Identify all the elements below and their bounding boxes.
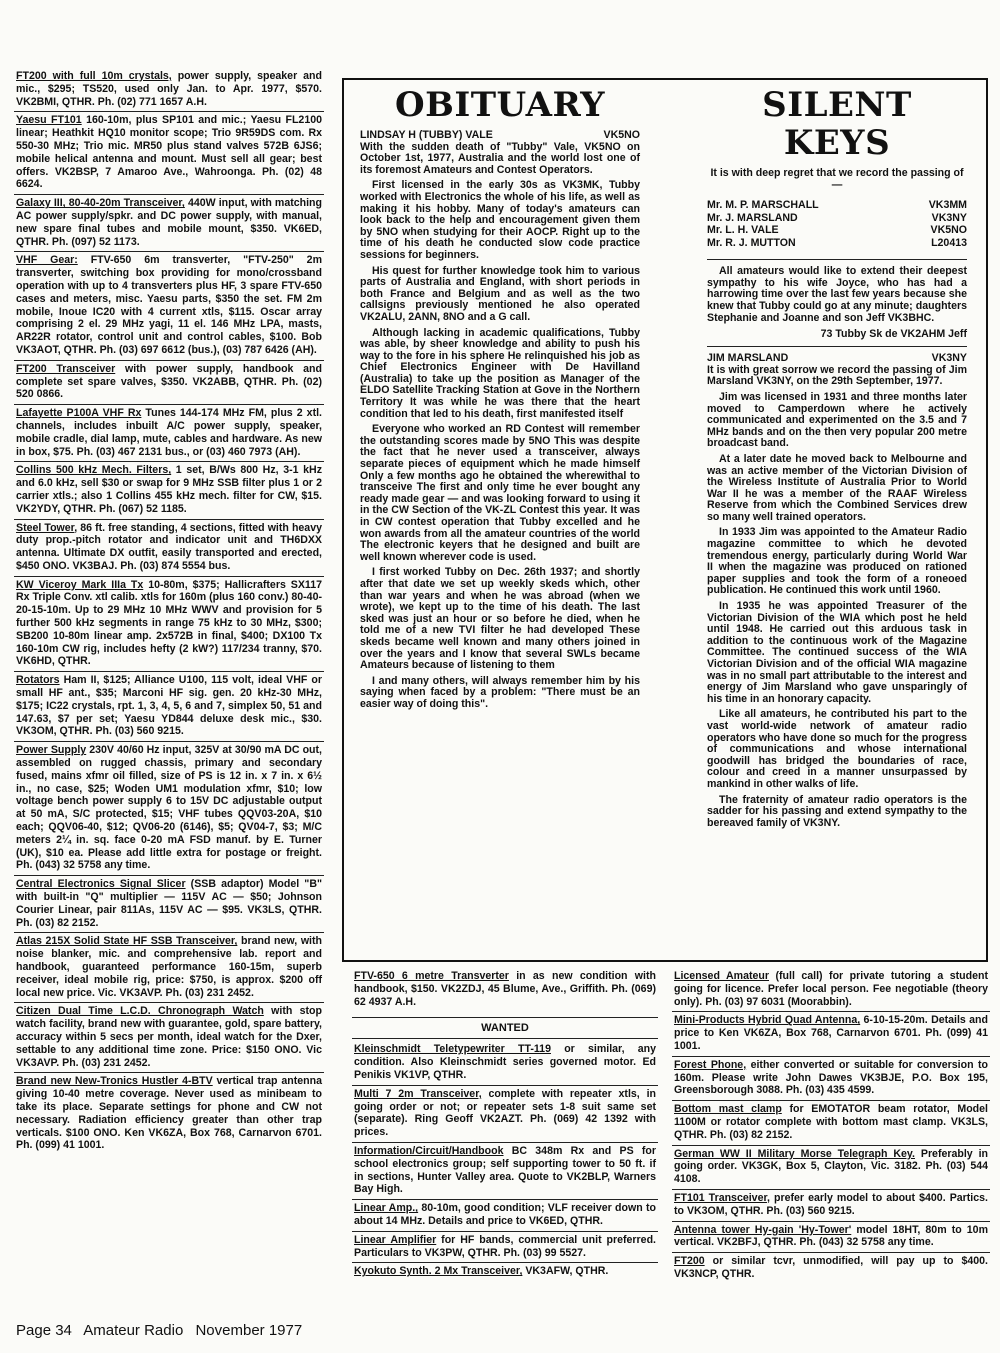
ad-text: with power supply, handbook and complete set spare valves, $350. VK2ABB, QTHR. Ph. (02) 520 0866. [16,362,322,401]
entry-name: Mr. R. J. MUTTON [707,236,796,249]
silent-keys-paragraph: At a later date he moved back to Melbourne and was an active member of the Victorian Division of the Wireless Institute of Australia Prior to World War II he was a member of the RAAF Wireless Reserve from which the Combined Services drew so many well trained operators. [707,452,967,523]
classified-ad [14,194,324,251]
ad-text: for HF bands, commercial unit preferred. Particulars to VK3PW, QTHR. Ph. (03) 99 5527. [354,1233,656,1259]
classified-ad [352,1199,658,1231]
obituary-column [360,82,640,715]
classified-ad [672,1011,990,1055]
ad-heading: Linear Amp., [354,1202,419,1215]
right-classifieds [672,968,990,1284]
classified-ad [672,1189,990,1221]
ad-text: 6-10-15-20m. Details and price to Ken VK6ZA, Box 768, Carnarvon 6701. Ph. (099) 41 1001. [674,1014,988,1052]
sympathy-paragraph: All amateurs would like to extend their deepest sympathy to his wife Joyce, who has had a harrowing time over the last few years because she knew that Tubby could go at any minute; daughters Stephanie and Joanne and son Jeff VK3BHC. [707,265,967,324]
classified-ad [14,1002,324,1072]
entry-callsign: VK5NO [930,224,967,237]
ad-heading: Bottom mast clamp [674,1103,782,1116]
ad-heading: Kyokuto Synth. 2 Mx Transceiver, [354,1265,523,1278]
classified-ad [14,932,324,1002]
silent-keys-entry [707,212,967,225]
classified-ad [352,1262,658,1281]
obituary-paragraph: Although lacking in academic qualifications, Tubby was able, by sheer knowledge and ability to push his way to the fore in his sphere He relinquished his job as Chief Electronics Engineer with De Havilland (Australia) to take up the position as Manager of the ELDO Satellite Tracking Station at Gove in the Northern Territory It was while he was there that the heart condition that led to his death, first manifested itself [360,326,640,420]
ad-text: model 18HT, 80m to 10m vertical. VK2BFJ, QTHR. Ph. (043) 32 5758 any time. [674,1223,988,1249]
classified-ad [672,1252,990,1284]
classified-ad [672,1221,990,1253]
silent-keys-column [707,82,967,833]
classified-ad [14,111,324,194]
ad-text: power supply, speaker and mic., $295; TS520, used only Jan. to Apr. 1977, $570. VK2BMI, QTHR. Ph. (02) 771 1657 A.H. [16,70,322,108]
ad-heading: Steel Tower, [16,521,78,534]
classified-ad [352,1231,658,1263]
classified-ad [14,1072,324,1155]
ad-text: or similar, any condition. Also Kleinschmidt series governed motor. Ed Penikis VK1VP, QTHR. [354,1043,657,1081]
obituary-subject-callsign: VK5NO [603,129,640,141]
page-footer [16,1322,310,1340]
ad-text: in as new condition with handbook, $150. VK2ZDJ, 45 Blume, Ave., Griffith. Ph. (069) 62 4937 A.H. [354,970,656,1008]
entry-name: Mr. L. H. VALE [707,224,779,237]
classified-ad [352,1041,658,1084]
classified-ad [14,360,324,404]
classified-ad [352,968,658,1011]
classified-ad [672,968,990,1011]
issue-date: November 1977 [195,1322,303,1339]
classified-ad [14,741,324,875]
ad-heading: Citizen Dual Time L.C.D. Chronograph Watch [16,1005,264,1018]
left-classifieds [14,68,324,1155]
ad-text: (full call) for private tutoring a student going for licence. Prefer local person. Fee negotiable (theory only). Ph. (03) 97 6031 (Moorabbin). [674,970,988,1008]
ad-text: vertical trap antenna giving 10-40 metre coverage. Never used as minibeam to take its place. Separate settings for phone and CW not necessary. Radiation efficiency greater than other trap verticals. $100 ONO. Ken VK6ZA, Box 768, Carnarvon 6701. Ph. (099) 41 1001. [16,1075,322,1152]
divider [707,346,967,347]
ad-heading: Licensed Amateur [674,970,769,982]
classified-ad [14,875,324,932]
obituary-subject-name: LINDSAY H (TUBBY) VALE [360,129,493,141]
middle-classifieds [352,968,658,1281]
obituary-paragraph: With the sudden death of "Tubby" Vale, VK5NO on October 1st, 1977, Australia and the world lost one of its foremost Amateurs and Contest Operators. [360,140,640,176]
ad-heading: VHF Gear: [16,254,78,267]
page-number: Page 34 [16,1322,72,1339]
ad-heading: FT200 with full 10m crystals, [16,70,172,82]
ad-text: prefer early model to about $400. Partics. to VK3OM, QTHR. Ph. (03) 560 9215. [674,1191,988,1217]
silent-keys-entry [707,224,967,237]
ad-text: Preferably in going order. VK3GK, Box 5, Clayton, Vic. 3182. Ph. (03) 544 4108. [674,1147,988,1186]
ad-heading: Forest Phone, [674,1058,747,1071]
ad-heading: Atlas 215X Solid State HF SSB Transceiver, [16,935,238,948]
ad-text: 10-80m, $375; Hallicrafters SX117 Rx Triple Conv. xtl calib. xtls for 160m (plus 160 conv.) 80-40-20-15-10m. Up to 29 MHz 10 MHz WWV and provision for 5 further 500 kHz segments in range 75 kHz to 30 MHz, $300; SB200 10-80m linear amp. 2x572B in final, $400; DX100 Tx 160-10m CW rig, includes hefty (2 kW?) 117/234 tranny, $70. VK6HD, QTHR. [16,578,322,668]
signature: 73 Tubby Sk de VK2AHM Jeff [820,328,967,341]
entry-callsign: VK3MM [928,199,967,212]
subject-name: JIM MARSLAND [707,352,789,365]
silent-keys-intro: It is with deep regret that we record the passing of — [710,167,964,191]
classified-ad [14,251,324,359]
entry-callsign: L20413 [931,236,967,249]
ad-heading: Yaesu FT101 [16,114,82,127]
ad-text: FTV-650 6m transverter, "FTV-250" 2m transverter, switching box providing for mono/crossband operation with up to 4 transverters plus HF, 3 spare FTV-650 cases and meters, misc. Yaesu parts, $350 the set. FM 2m mobile, Inoue IC20 with 4 current xtls, $115. Oscar array comprising 2 el. 29 MHz yagi, 11 el. 146 MHz LPA, masts, AR22R rotator, control unit and control cables, $100. Bob VK3AOT, QTHR. Ph. (03) 697 6612 (bus.), (03) 787 6426 (AH). [16,254,322,356]
silent-keys-paragraph: It is with great sorrow we record the passing of Jim Marsland VK3NY, on the 29th September, 1977. [707,363,967,388]
silent-keys-paragraph: In 1933 Jim was appointed to the Amateur Radio magazine committee to which he devoted tremendous energy, particularly during World War II when the magazine was produced on rationed paper supplies and took the form of a roneoed publication. He continued this work until 1960. [707,526,967,597]
obituary-paragraph: I and many others, will always remember him by his saying when faced by a problem: "There must be an easier way of doing this". [360,674,640,710]
ad-heading: Multi 7 2m Transceiver, [354,1087,482,1100]
ad-text: VK3AFW, QTHR. [522,1265,609,1278]
obituary-paragraph: His quest for further knowledge took him to various parts of Australia and England, with short periods in both France and Belgium and as well as the two callsigns previously mentioned he also operated VK2ALU, 2ANN, 8NO and a G call. [360,264,640,323]
ad-heading: KW Viceroy Mark IIIa Tx [16,578,144,591]
ad-heading: FT200 [674,1255,705,1268]
ad-heading: Linear Amplifier [354,1233,437,1246]
obituary-paragraph: Everyone who worked an RD Contest will remember the outstanding scores made by 5NO This was despite the fact that he never used a transceiver, always separate pieces of equipment which he made himself Only a few months ago he obtained the wherewithal to transceive The first and only time he ever bought any ready made gear — and was looking forward to using it in the CW Section of the VK-ZL Contest this year. It was in CW contest operation that Tubby excelled and he won awards from all the amateur countries of the world The electronic keyers that he designed and built are well known wherever code is used. [360,423,640,563]
ad-heading: Antenna tower Hy-gain 'Hy-Tower' [674,1223,852,1236]
classified-ad [672,1100,990,1144]
divider [707,259,967,260]
silent-keys-list [707,199,967,249]
ad-heading: Information/Circuit/Handbook [354,1144,504,1157]
silent-keys-heading [707,353,967,365]
classified-ad [14,576,324,672]
magazine-name: Amateur Radio [83,1322,184,1339]
ad-heading: Power Supply [16,744,87,757]
ad-text: 230V 40/60 Hz input, 325V at 30/90 mA DC out, assembled on rugged chassis, primary and secondary fused, mains xfmr oil filled, size of PS is 12 in. x 7 in. x 6½ in., no case, $25; Woden UM1 modulation xfmr, $10; low voltage bench power supply 6 to 15V DC adjustable output at 50 mA, S/C protected, $15; VHF tubes QQV03-20A, $10 each; QQV06-40, $12; QV06-20 (6146), $5; QV04-7, $3; M/C meters 2¼ in. sq. face 0-20 mA FSD manuf. by E. Turner (UK), $10 ea. Please add little extra for postage or freight. Ph. (043) 32 5758 any time. [16,744,322,872]
classified-ad [14,671,324,741]
obituary-heading [360,130,640,142]
ad-text: 86 ft. free standing, 4 sections, fitted with heavy duty prop.-pitch rotator and indicator unit and TH6DXX antenna. Ultimate DX outfit, easily transported and erected, $450 ONO. VK3BAJ. Ph. (03) 874 5554 bus. [16,521,322,572]
entry-name: Mr. M. P. MARSCHALL [707,199,819,212]
ad-heading: Mini-Products Hybrid Quad Antenna, [674,1014,861,1027]
classified-ad [14,404,324,461]
ad-text: brand new, with noise blanker, mic. and comprehensive lab. report and handbook, guaranteed performance 160-15m, superb receiver, ideal mobile rig, price: $750, is approx. $200 off local new price. Vic. VK3AVP. Ph. (03) 231 2452. [16,935,322,999]
entry-name: Mr. J. MARSLAND [707,211,798,224]
ad-text: 160-10m, plus SP101 and mic.; Yaesu FL2100 linear; Heathkit HQ10 monitor scope; Trio 9R59DS com. Rx 550-30 MHz; Trio mic. MR50 plus stand valves 572B 6JS6; mobile helical antenna and mount. Must sell all gear; best offers. VK2BSP, 7 Amaroo Ave., Wahroonga. Ph. (02) 48 6624. [16,114,322,191]
silent-keys-entry [707,199,967,212]
ad-heading: German WW II Military Morse Telegraph Key. [674,1147,915,1160]
ad-heading: Kleinschmidt Teletypewriter TT-119 [354,1043,551,1056]
ad-heading: FT200 Transceiver [16,362,116,375]
ad-heading: Central Electronics Signal Slicer [16,878,186,891]
classified-ad [672,1145,990,1189]
ad-text: (SSB adaptor) Model "B" with built-in "Q" multiplier — 115V AC — $50; Johnson Courier Linear, pair 811As, 115V AC — $95. VK3LS, QTHR. Ph. (03) 82 2152. [16,878,322,929]
ad-heading: Brand new New-Tronics Hustler 4-BTV [16,1075,213,1088]
silent-keys-entry [707,237,967,250]
classified-ad [352,1085,658,1142]
ad-heading: Lafayette P100A VHF Rx [16,407,142,420]
ad-heading: Collins 500 kHz Mech. Filters, [16,464,172,477]
ad-text: 440W input, with matching AC power supply/spkr. and DC power supply, with manual, new spare final tubes and mobile mount, $350. VK6ED, QTHR. Ph. (097) 52 1173. [16,197,322,248]
wanted-heading: WANTED [352,1017,658,1039]
ad-text: either converted or suitable for conversion to 160m. Please write John Dawes VK3BJE, P.O. Box 195, Greensborough 3088. Ph. (03) 435 4599. [674,1058,988,1097]
ad-text: 80-10m, good condition; VLF receiver down to about 14 MHz. Details and price to VK6ED, QTHR. [354,1202,656,1227]
silent-keys-paragraph: Like all amateurs, he contributed his part to the vast world-wide network of amateur radio operators who have done so much for the progress of communications and whose international goodwill has bridged the boundaries of race, colour and creed in a manner unsurpassed by mankind in other walks of life. [707,708,967,790]
obituary-paragraph: I first worked Tubby on Dec. 26th 1937; and shortly after that date we set up weekly skeds which, other than war years and when he was abroad (when we wrote), we kept up to the time of his death. The last sked was just an hour or so before he died, when he told me of a new TVI filter he had developed These skeds became well known and many others joined in over the years and I know that several SWLs became Amateurs because of listening to them [360,566,640,672]
silent-keys-paragraph: The fraternity of amateur radio operators is the sadder for his passing and extend sympathy to the bereaved family of VK3NY. [707,793,967,829]
ad-heading: Rotators [16,674,60,687]
ad-text: for EMOTATOR beam rotator, Model 1100M or rotator complete with bottom mast clamp. VK3LS, QTHR. Ph. (03) 82 2152. [674,1103,988,1141]
ad-text: 1 set, B/Ws 800 Hz, 3-1 kHz and 6.0 kHz, sell $30 or swap for 9 MHz SSB filter plus 1 or 2 carrier xtls.; also 1 Collins 455 kHz mech. filter for CW, $15. VK2YDY, QTHR. Ph. (067) 52 1185. [16,464,322,515]
silent-keys-title: SILENT KEYS [762,85,912,163]
ad-heading: FTV-650 6 metre Transverter [354,970,509,982]
ad-text: BC 348m Rx and PS for school electronics group; self supporting tower to 50 ft. if in sections, Hunter Valley area. Quote to VK2BLP, Warners Bay High. [354,1144,656,1196]
ad-text: complete with repeater xtls, in going order or not; or repeater sets 1-8 suit same set (separate). Ring Geoff VK2AZT. Ph. (069) 42 1392 with prices. [354,1087,656,1139]
entry-callsign: VK3NY [931,211,967,224]
ad-heading: FT101 Transceiver, [674,1191,770,1204]
ad-text: or similar tcvr, unmodified, will pay up to $400. VK3NCP, QTHR. [674,1255,988,1280]
ad-text: with stop watch facility, brand new with guarantee, gold, spare battery, accuracy within 5 secs per month, ideal watch for the Dxer, settable to any additional time zone. Price: $150 ONO. Vic VK3AVP. Ph. (03) 231 2452. [16,1005,322,1069]
obituary-title: OBITUARY [394,85,606,125]
subject-callsign: VK3NY [931,352,967,365]
obituary-paragraph: First licensed in the early 30s as VK3MK, Tubby worked with Electronics the whole of his life, as well as making it his hobby. Many of today's amateurs can look back to the help and encouragement given them by 5NO when studying for their AOCP. Right up to the time of his death he conducted slow code practice sessions for beginners. [360,179,640,261]
classified-ad [14,519,324,576]
ad-text: Tunes 144-174 MHz FM, plus 2 xtl. channels, includes inbuilt A/C power supply, speaker, mobile cradle, dial lamp, mute, cables and hardware. As new in box, $75. Ph. (03) 467 2131 bus., or (03) 460 7973 (AH). [16,407,322,458]
classified-ad [14,461,324,518]
silent-keys-paragraph: Jim was licensed in 1931 and three months later moved to Camperdown where he actively communicated and experimented on the 3.5 and 7 MHz bands and on the then very popular 200 metre broadcast band. [707,390,967,450]
ad-text: Ham II, $125; Alliance U100, 115 volt, ideal VHF or small HF ant., $35; Marconi HF sig. gen. 20 kHz-30 MHz, $175; IC22 crystals, rpt. 1, 3, 4, 5, 6 and 7, simplex 50, 51 and 147.63, $7 per set; Yaesu YD844 deluxe desk mic., $30. VK3OM, QTHR. Ph. (03) 560 9215. [16,674,322,738]
classified-ad [672,1056,990,1100]
classified-ad [14,68,324,111]
silent-keys-paragraph: In 1935 he was appointed Treasurer of the Victorian Division of the WIA which post he held until 1948. He carried out this arduous task in addition to the continuous work of the Magazine Committee. The continued success of the WIA Victorian Division and of the official WIA magazine was in no small part attributable to the interest and energy of Jim Marsland who gave unsparingly of his time in an honorary capacity. [707,600,967,705]
ad-heading: Galaxy III, 80-40-20m Transceiver, [16,197,185,210]
classified-ad [352,1142,658,1199]
